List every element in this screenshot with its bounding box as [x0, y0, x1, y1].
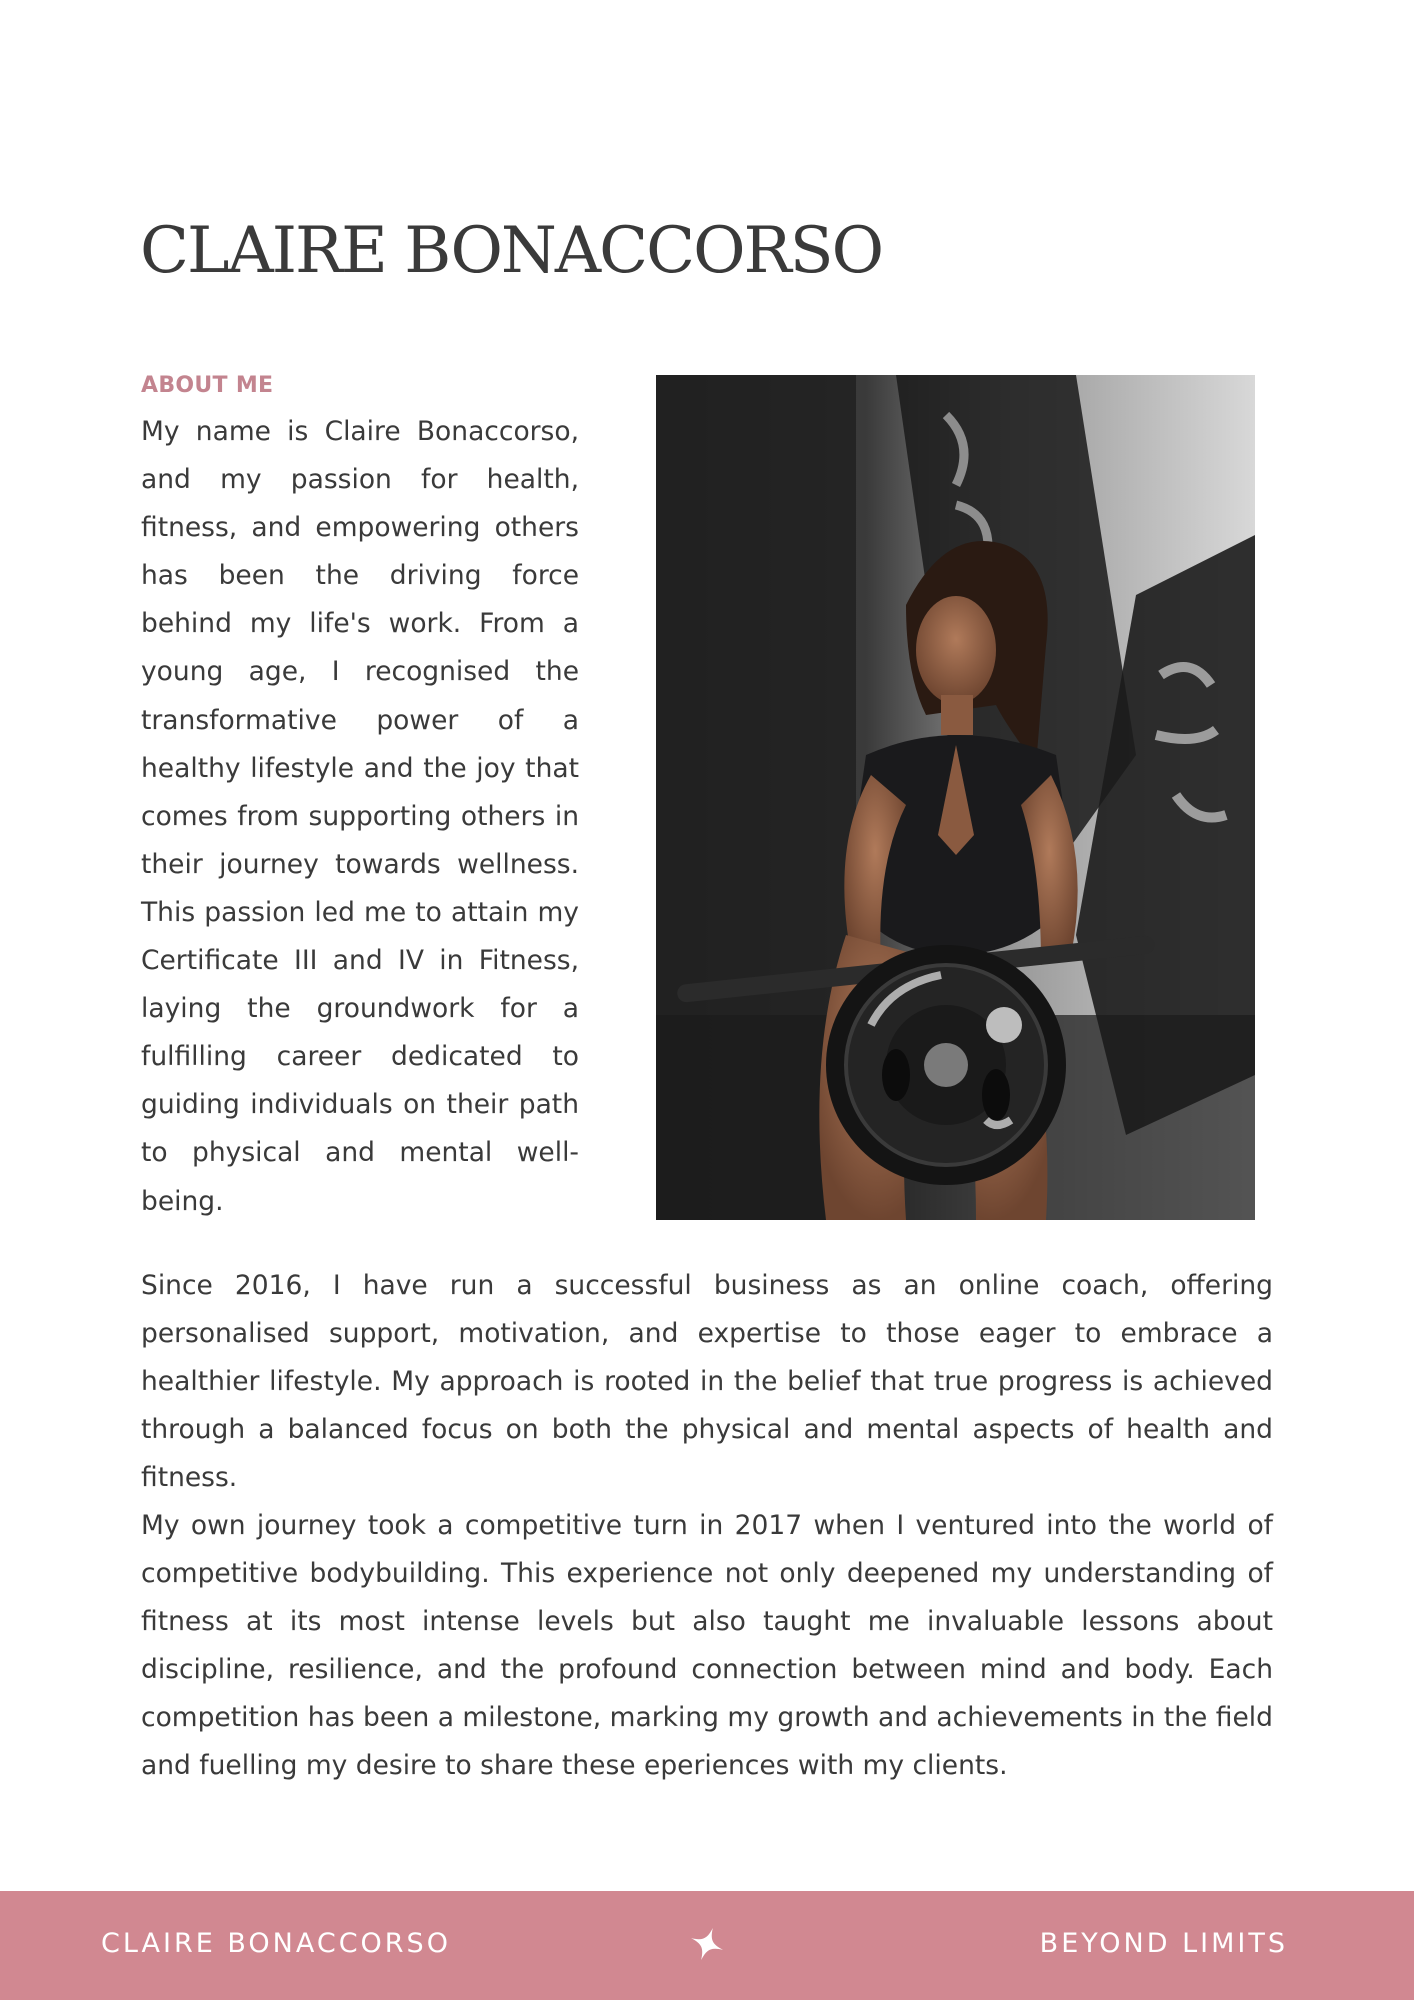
- body-paragraph-business: Since 2016, I have run a successful business as an online coach, offering personalised support, motivation, and expertise to those eager to embrace a healthier lifestyle. My approach is rooted in the belief that true progress is achieved through a balanced focus on both the physical and mental aspects of health and fitness.: [141, 1270, 1273, 1494]
- footer-name: CLAIRE BONACCORSO: [101, 1928, 451, 1959]
- profile-photo: [656, 375, 1255, 1220]
- footer-tagline: BEYOND LIMITS: [1039, 1928, 1288, 1959]
- about-intro-text: My name is Claire Bonaccorso, and my passion for health, fitness, and empowering others has been the driving force behind my life's work. From a young age, I recognised the transformative power of a healthy lifestyle and the joy that comes from supporting others in their journey towards wellness. This passion led me to attain my Certificate III and IV in Fitness, laying the groundwork for a fulfilling career dedicated to guiding individuals on their path to physical and mental well-being.: [141, 416, 579, 1217]
- section-label-about: ABOUT ME: [141, 373, 274, 398]
- footer-bar: [0, 1891, 1414, 2000]
- page-title: CLAIRE BONACCORSO: [140, 214, 883, 288]
- sparkle-star-icon: [688, 1925, 726, 1963]
- body-paragraph-journey: My own journey took a competitive turn in 2017 when I ventured into the world of competitive bodybuilding. This experience not only deepened my understanding of fitness at its most intense levels but also taught me invaluable lessons about discipline, resilience, and the profound connection between mind and body. Each competition has been a milestone, marking my growth and achievements in the field and fuelling my desire to share these eperiences with my clients.: [141, 1510, 1273, 1782]
